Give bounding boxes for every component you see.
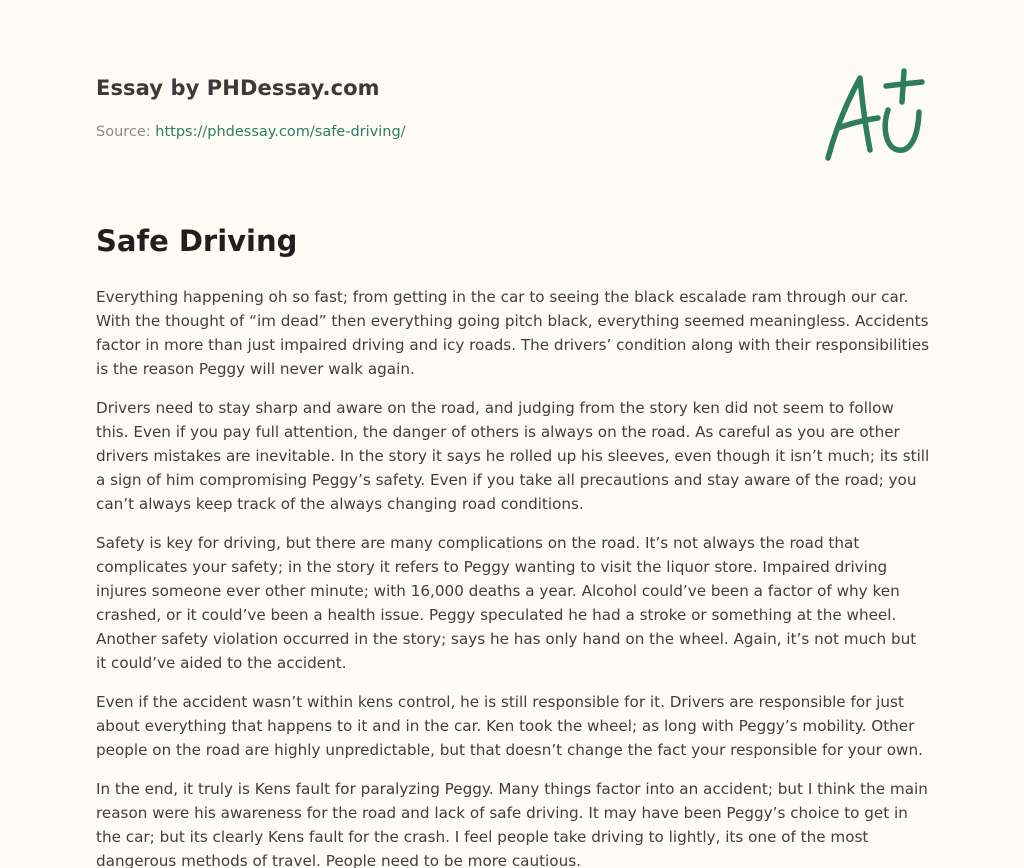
essay-paragraph-4: Even if the accident wasn’t within kens control, he is still responsible for it. Drivers are responsible for just about everything that happens to it and in the car. Ken took the wheel; as long with Peggy’s mobility. Other people on the road are highly unpredictable, but that doesn’t change the fact your responsible for your own. <box>96 693 923 759</box>
source-link[interactable]: https://phdessay.com/safe-driving/ <box>155 124 406 140</box>
a-plus-grade-icon <box>818 66 928 166</box>
essay-body <box>96 285 931 868</box>
essay-title: Safe Driving <box>96 224 298 258</box>
essay-paragraph-3: Safety is key for driving, but there are many complications on the road. It’s not always the road that complicates your safety; in the story it refers to Peggy wanting to visit the liquor store. Impaired driving injures someone ever other minute; with 16,000 deaths a year. Alcohol could’ve been a factor of why ken crashed, or it could’ve been a health issue. Peggy speculated he had a stroke or something at the wheel. Another safety violation occurred in the story; says he has only hand on the wheel. Again, it’s not much but it could’ve aided to the accident. <box>96 534 917 672</box>
essay-paragraph-1: Everything happening oh so fast; from getting in the car to seeing the black escalade ram through our car. With the thought of “im dead” then everything going pitch black, everything seemed meaningless. Accidents factor in more than just impaired driving and icy roads. The drivers’ condition along with their responsibilities is the reason Peggy will never walk again. <box>96 288 929 378</box>
essay-paragraph-5: In the end, it truly is Kens fault for paralyzing Peggy. Many things factor into an accident; but I think the main reason were his awareness for the road and lack of safe driving. It may have been Peggy’s choice to get in the car; but its clearly Kens fault for the crash. I feel people take driving to lightly, its one of the most dangerous methods of travel. People need to be more cautious. <box>96 780 928 868</box>
source-line <box>96 124 406 140</box>
site-label: Essay by PHDessay.com <box>96 76 380 100</box>
essay-paragraph-2: Drivers need to stay sharp and aware on the road, and judging from the story ken did not seem to follow this. Even if you pay full attention, the danger of others is always on the road. As careful as you are other drivers mistakes are inevitable. In the story it says he rolled up his sleeves, even though it isn’t much; its still a sign of him compromising Peggy’s safety. Even if you take all precautions and stay aware of the road; you can’t always keep track of the always changing road conditions. <box>96 399 930 513</box>
source-prefix: Source: <box>96 124 156 140</box>
